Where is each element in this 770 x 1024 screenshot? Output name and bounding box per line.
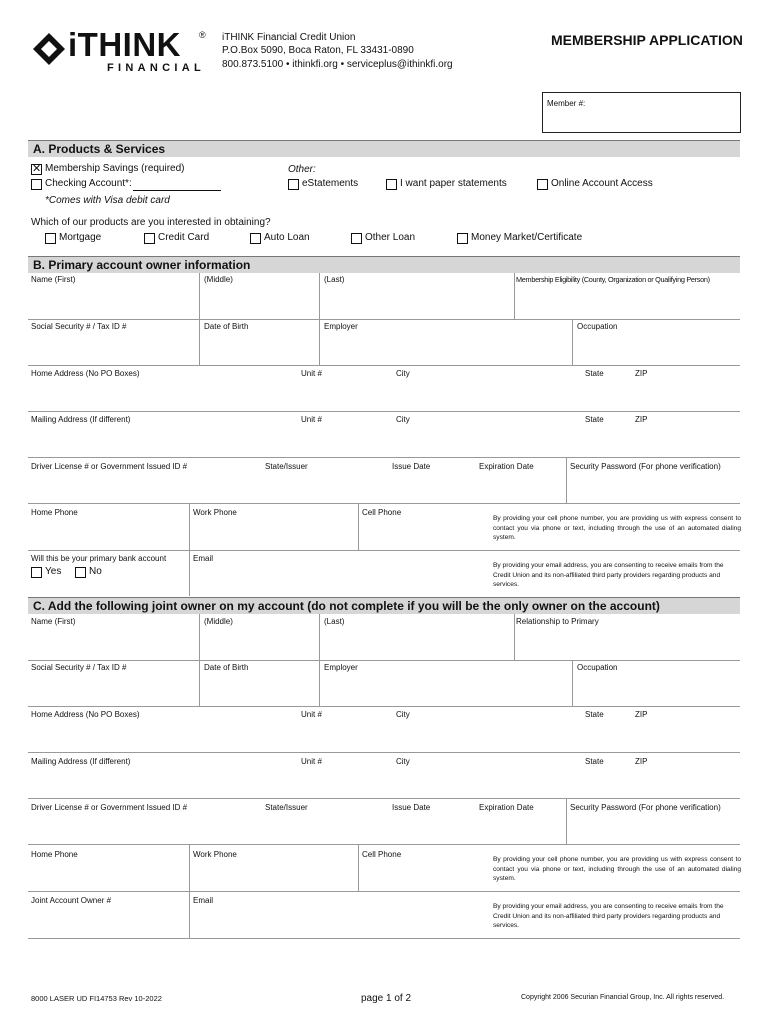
visa-note: *Comes with Visa debit card (45, 195, 170, 206)
primary-bank-no-checkbox[interactable] (75, 567, 86, 578)
membership-savings-label: Membership Savings (required) (45, 163, 185, 174)
divider (319, 319, 320, 365)
divider (189, 503, 190, 550)
ssn-label: Social Security # / Tax ID # (31, 322, 127, 331)
page-number: page 1 of 2 (361, 993, 412, 1004)
divider (28, 503, 740, 504)
section-b-title: B. Primary account owner information (33, 258, 251, 272)
home-phone-label: Home Phone (31, 508, 78, 517)
divider (319, 614, 320, 660)
divider (189, 891, 190, 938)
section-c-header (28, 597, 740, 614)
registered-mark: ® (199, 30, 206, 40)
org-address: P.O.Box 5090, Boca Raton, FL 33431-0890 (222, 45, 414, 56)
other-loan-label: Other Loan (365, 232, 416, 243)
form-id: 8000 LASER UD FI14753 Rev 10-2022 (31, 994, 162, 1003)
zip-label: ZIP (635, 369, 648, 378)
divider (566, 798, 567, 844)
divider (514, 273, 515, 319)
divider (189, 550, 190, 596)
divider (358, 844, 359, 891)
mortgage-checkbox[interactable] (45, 233, 56, 244)
divider (358, 503, 359, 550)
divider (566, 457, 567, 503)
driver-license-label: Driver License # or Government Issued ID # (31, 462, 188, 471)
joint-home-address-label: Home Address (No PO Boxes) (31, 710, 140, 719)
divider (28, 660, 740, 661)
divider (572, 319, 573, 365)
divider (28, 411, 740, 412)
joint-last-name-label: (Last) (324, 617, 345, 626)
diamond-logo-icon (32, 32, 66, 66)
auto-loan-checkbox[interactable] (250, 233, 261, 244)
credit-card-checkbox[interactable] (144, 233, 155, 244)
no-label: No (89, 566, 102, 577)
divider (28, 752, 740, 753)
credit-card-label: Credit Card (158, 232, 210, 243)
eligibility-label: Membership Eligibility (County, Organization or Qualifying Person) (516, 275, 710, 284)
cell-phone-label: Cell Phone (362, 508, 402, 517)
joint-owner-number-label: Joint Account Owner # (31, 896, 112, 905)
divider (514, 614, 515, 660)
section-a-title: A. Products & Services (33, 142, 166, 156)
checking-account-label: Checking Account*: (45, 178, 132, 189)
checking-account-checkbox[interactable] (31, 179, 42, 190)
checking-account-input[interactable] (133, 178, 221, 191)
joint-cell-phone-label: Cell Phone (362, 850, 402, 859)
joint-zip-label: ZIP (635, 710, 648, 719)
joint-occupation-label: Occupation (577, 663, 618, 672)
occupation-label: Occupation (577, 322, 618, 331)
online-access-label: Online Account Access (551, 178, 653, 189)
online-access-checkbox[interactable] (537, 179, 548, 190)
other-loan-checkbox[interactable] (351, 233, 362, 244)
divider (28, 938, 740, 939)
relationship-label: Relationship to Primary (516, 617, 599, 626)
security-password-label: Security Password (For phone verification) (570, 462, 721, 471)
logo-subtext: FINANCIAL (107, 62, 205, 74)
money-market-label: Money Market/Certificate (471, 232, 583, 243)
city-label: City (396, 415, 410, 424)
unit-label: Unit # (301, 369, 322, 378)
state-label: State (585, 369, 604, 378)
issue-date-label: Issue Date (392, 462, 431, 471)
state-issuer-label: State/Issuer (265, 462, 308, 471)
divider (572, 660, 573, 706)
joint-city-label: City (396, 710, 410, 719)
email-consent-text: By providing your email address, you are consenting to receive emails from the Credit Union and its non-affiliated third party providers regarding products and services. (493, 562, 724, 588)
joint-ssn-label: Social Security # / Tax ID # (31, 663, 127, 672)
joint-zip-label: ZIP (635, 757, 648, 766)
joint-middle-name-label: (Middle) (204, 617, 233, 626)
other-label: Other: (288, 164, 316, 175)
first-name-label: Name (First) (31, 275, 76, 284)
joint-state-issuer-label: State/Issuer (265, 803, 308, 812)
joint-unit-label: Unit # (301, 710, 322, 719)
divider (319, 660, 320, 706)
products-question: Which of our products are you interested in obtaining? (31, 217, 271, 228)
divider (199, 319, 200, 365)
mortgage-label: Mortgage (59, 232, 102, 243)
paper-statements-checkbox[interactable] (386, 179, 397, 190)
divider (28, 844, 740, 845)
work-phone-label: Work Phone (193, 508, 237, 517)
divider (28, 365, 740, 366)
expiration-date-label: Expiration Date (479, 462, 534, 471)
section-b-header (28, 256, 740, 273)
section-c-title: C. Add the following joint owner on my account (do not complete if you will be the only owner on the account) (33, 599, 660, 613)
dob-label: Date of Birth (204, 322, 249, 331)
member-number-field[interactable] (542, 92, 741, 133)
joint-first-name-label: Name (First) (31, 617, 76, 626)
membership-savings-checkbox[interactable]: ✕ (32, 163, 42, 175)
joint-driver-license-label: Driver License # or Government Issued ID # (31, 803, 188, 812)
org-contact: 800.873.5100 • ithinkfi.org • serviceplus@ithinkfi.org (222, 59, 453, 70)
paper-statements-label: I want paper statements (400, 178, 507, 189)
divider (28, 798, 740, 799)
joint-work-phone-label: Work Phone (193, 850, 237, 859)
logo-wordmark: iTHINK (68, 26, 181, 63)
auto-loan-label: Auto Loan (264, 232, 310, 243)
divider (28, 891, 740, 892)
joint-mailing-address-label: Mailing Address (If different) (31, 757, 131, 766)
divider (199, 273, 200, 319)
joint-issue-date-label: Issue Date (392, 803, 431, 812)
email-label: Email (193, 554, 214, 563)
joint-expiration-date-label: Expiration Date (479, 803, 534, 812)
copyright: Copyright 2006 Securian Financial Group, Inc. All rights reserved. (521, 994, 725, 1001)
divider (28, 457, 740, 458)
page-title: MEMBERSHIP APPLICATION (551, 32, 743, 48)
joint-dob-label: Date of Birth (204, 663, 249, 672)
joint-state-label: State (585, 710, 604, 719)
home-address-label: Home Address (No PO Boxes) (31, 369, 140, 378)
joint-city-label: City (396, 757, 410, 766)
divider (199, 614, 200, 660)
divider (28, 706, 740, 707)
employer-label: Employer (324, 322, 358, 331)
unit-label: Unit # (301, 415, 322, 424)
org-name: iTHINK Financial Credit Union (222, 32, 356, 43)
joint-email-consent-text: By providing your email address, you are consenting to receive emails from the Credit Union and its non-affiliated third party providers regarding products and services. (493, 903, 724, 929)
divider (199, 660, 200, 706)
divider (189, 844, 190, 891)
zip-label: ZIP (635, 415, 648, 424)
joint-cell-consent-text: By providing your cell phone number, you are providing us with express consent to contact you via phone or text, including through the use of an automated dialing system. (493, 856, 741, 882)
estatements-label: eStatements (302, 178, 359, 189)
joint-unit-label: Unit # (301, 757, 322, 766)
section-a-header (28, 140, 740, 157)
middle-name-label: (Middle) (204, 275, 233, 284)
money-market-checkbox[interactable] (457, 233, 468, 244)
member-number-label: Member #: (547, 99, 586, 108)
divider (28, 319, 740, 320)
last-name-label: (Last) (324, 275, 345, 284)
joint-state-label: State (585, 757, 604, 766)
estatements-checkbox[interactable] (288, 179, 299, 190)
divider (319, 273, 320, 319)
joint-security-password-label: Security Password (For phone verification) (570, 803, 721, 812)
city-label: City (396, 369, 410, 378)
divider (28, 550, 740, 551)
mailing-address-label: Mailing Address (If different) (31, 415, 131, 424)
yes-label: Yes (45, 566, 62, 577)
primary-bank-label: Will this be your primary bank account (31, 554, 167, 563)
primary-bank-yes-checkbox[interactable] (31, 567, 42, 578)
joint-home-phone-label: Home Phone (31, 850, 78, 859)
joint-email-label: Email (193, 896, 214, 905)
cell-consent-text: By providing your cell phone number, you are providing us with express consent to contact you via phone or text, including through the use of an automated dialing system. (493, 515, 741, 541)
state-label: State (585, 415, 604, 424)
joint-employer-label: Employer (324, 663, 358, 672)
